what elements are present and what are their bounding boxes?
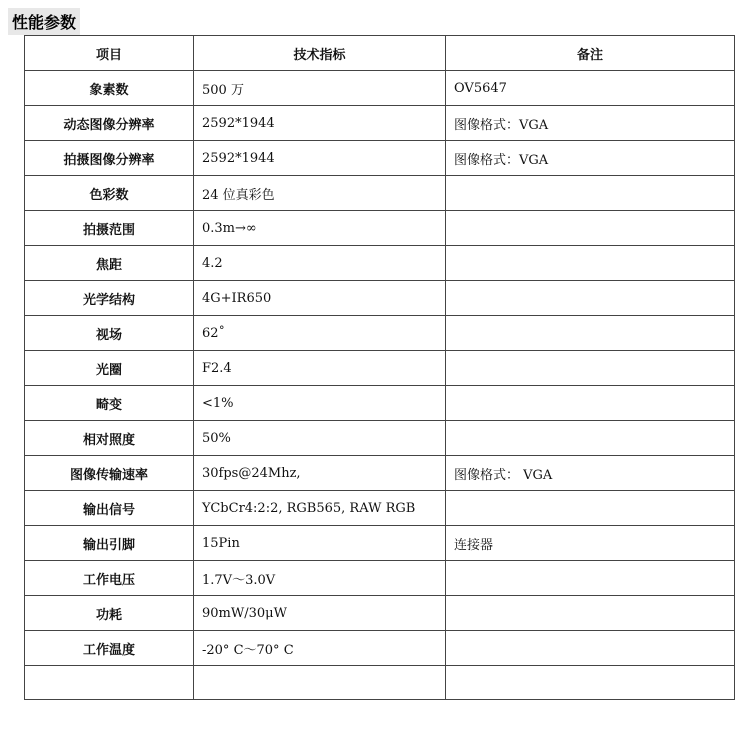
row-item-cell: 光圈	[25, 351, 194, 386]
row-note-cell: 连接器	[446, 526, 735, 561]
row-item-cell: 拍摄范围	[25, 211, 194, 246]
row-note-cell	[446, 491, 735, 526]
row-spec-cell: 30fps@24Mhz,	[194, 456, 446, 491]
row-item-cell: 动态图像分辨率	[25, 106, 194, 141]
table-row	[25, 71, 735, 106]
spec-table	[24, 35, 735, 700]
row-spec-cell: 2592*1944	[194, 106, 446, 141]
table-row	[25, 456, 735, 491]
row-item-cell: 输出信号	[25, 491, 194, 526]
row-item-cell: 拍摄图像分辨率	[25, 141, 194, 176]
table-row	[25, 631, 735, 666]
table-row	[25, 526, 735, 561]
table-row	[25, 596, 735, 631]
page-heading: 性能参数	[8, 8, 80, 35]
row-note-cell	[446, 176, 735, 211]
row-spec-cell: 0.3m→∞	[194, 211, 446, 246]
row-spec-cell: -20° C～70° C	[194, 631, 446, 666]
table-row	[25, 561, 735, 596]
row-item-cell: 相对照度	[25, 421, 194, 456]
row-spec-cell: 1.7V～3.0V	[194, 561, 446, 596]
row-note-cell: OV5647	[446, 71, 735, 106]
column-header-note: 备注	[446, 36, 735, 71]
row-spec-cell: 4G+IR650	[194, 281, 446, 316]
row-spec-cell: 2592*1944	[194, 141, 446, 176]
row-note-cell	[446, 596, 735, 631]
row-spec-cell: 90mW/30μW	[194, 596, 446, 631]
row-note-cell	[446, 211, 735, 246]
row-item-cell: 输出引脚	[25, 526, 194, 561]
row-note-cell: 图像格式：VGA	[446, 141, 735, 176]
column-header-spec: 技术指标	[194, 36, 446, 71]
table-row	[25, 491, 735, 526]
row-note-cell	[446, 351, 735, 386]
row-item-cell	[25, 666, 194, 700]
row-note-cell	[446, 246, 735, 281]
row-note-cell: 图像格式：VGA	[446, 106, 735, 141]
table-row	[25, 316, 735, 351]
row-spec-cell: <1%	[194, 386, 446, 421]
row-spec-cell: 50%	[194, 421, 446, 456]
row-spec-cell: 24 位真彩色	[194, 176, 446, 211]
row-note-cell	[446, 561, 735, 596]
table-row	[25, 351, 735, 386]
table-row	[25, 281, 735, 316]
row-item-cell: 畸变	[25, 386, 194, 421]
table-row	[25, 666, 735, 700]
row-note-cell	[446, 316, 735, 351]
row-note-cell: 图像格式： VGA	[446, 456, 735, 491]
row-spec-cell: 500 万	[194, 71, 446, 106]
row-note-cell	[446, 281, 735, 316]
table-row	[25, 141, 735, 176]
table-row	[25, 386, 735, 421]
row-item-cell: 色彩数	[25, 176, 194, 211]
row-spec-cell	[194, 666, 446, 700]
row-item-cell: 视场	[25, 316, 194, 351]
row-spec-cell: 62˚	[194, 316, 446, 351]
row-spec-cell: YCbCr4:2:2, RGB565, RAW RGB	[194, 491, 446, 526]
table-header-row	[25, 36, 735, 71]
row-note-cell	[446, 631, 735, 666]
row-item-cell: 图像传输速率	[25, 456, 194, 491]
row-item-cell: 工作温度	[25, 631, 194, 666]
table-row	[25, 246, 735, 281]
table-row	[25, 106, 735, 141]
row-note-cell	[446, 666, 735, 700]
row-note-cell	[446, 386, 735, 421]
column-header-item: 项目	[25, 36, 194, 71]
table-row	[25, 421, 735, 456]
row-spec-cell: F2.4	[194, 351, 446, 386]
row-item-cell: 焦距	[25, 246, 194, 281]
row-item-cell: 功耗	[25, 596, 194, 631]
row-item-cell: 工作电压	[25, 561, 194, 596]
row-note-cell	[446, 421, 735, 456]
table-row	[25, 176, 735, 211]
row-spec-cell: 4.2	[194, 246, 446, 281]
table-row	[25, 211, 735, 246]
row-item-cell: 象素数	[25, 71, 194, 106]
table-body	[25, 71, 735, 700]
row-spec-cell: 15Pin	[194, 526, 446, 561]
row-item-cell: 光学结构	[25, 281, 194, 316]
